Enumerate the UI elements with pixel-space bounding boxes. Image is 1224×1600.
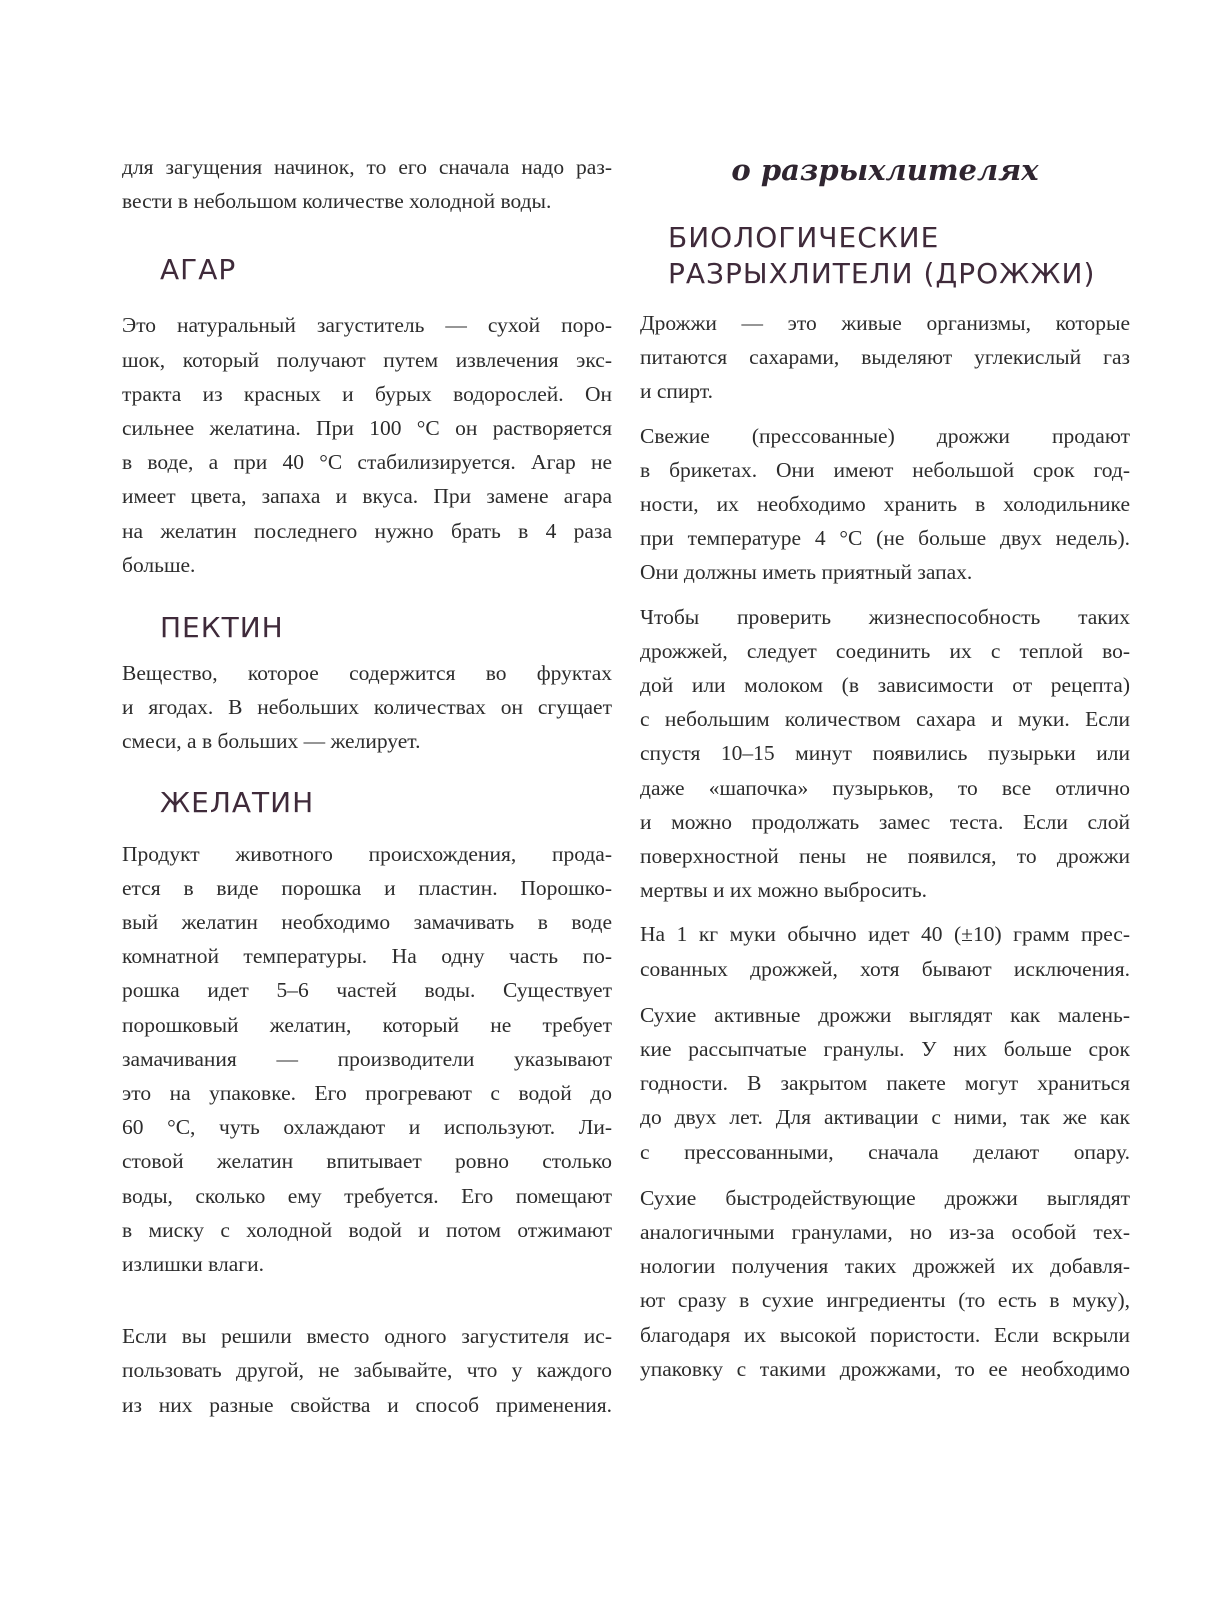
text-line: и ягодах. В небольших количествах он сгущает <box>122 695 612 720</box>
yeast-paragraph-5 <box>640 998 1130 1169</box>
left-column <box>122 150 612 1422</box>
text-line: с прессованными, сначала делают опару. <box>640 1139 1130 1164</box>
yeast-paragraph-6 <box>640 1181 1130 1386</box>
right-column <box>640 150 1130 1386</box>
text-line: имеет цвета, запаха и вкуса. При замене агара <box>122 484 612 509</box>
text-line: комнатной температуры. На одну часть по- <box>122 944 612 969</box>
text-line: даже «шапочка» пузырьков, то все отлично <box>640 775 1130 800</box>
text-line: вый желатин необходимо замачивать в воде <box>122 910 612 935</box>
text-line: вести в небольшом количестве холодной воды. <box>122 189 552 214</box>
text-line: нологии получения таких дрожжей их добавля- <box>640 1254 1130 1279</box>
text-line: шок, который получают путем извлечения экс- <box>122 347 612 372</box>
heading-agar: АГАР <box>160 253 237 287</box>
heading-gelatin: ЖЕЛАТИН <box>160 785 315 819</box>
text-line: благодаря их высокой пористости. Если вскрыли <box>640 1322 1130 1347</box>
text-line: порошковый желатин, который не требует <box>122 1012 612 1037</box>
text-line: тракта из красных и бурых водорослей. Он <box>122 381 612 406</box>
text-line: и спирт. <box>640 379 714 404</box>
yeast-paragraph-1 <box>640 306 1130 409</box>
text-line: Это натуральный загуститель — сухой поро- <box>122 313 612 338</box>
text-line: смеси, а в больших — желирует. <box>122 729 421 754</box>
section-title: о разрыхлителях <box>731 153 1039 187</box>
text-line: кие рассыпчатые гранулы. У них больше срок <box>640 1037 1130 1062</box>
heading-pectin: ПЕКТИН <box>160 611 284 645</box>
text-line: спустя 10–15 минут появились пузырьки или <box>640 741 1130 766</box>
yeast-paragraph-3 <box>640 600 1130 908</box>
text-line: в брикетах. Они имеют небольшой срок год- <box>640 457 1130 482</box>
text-line: воды, сколько ему требуется. Его помещают <box>122 1183 612 1208</box>
text-line: дрожжей, следует соединить их с теплой во- <box>640 638 1130 663</box>
text-line: Дрожжи — это живые организмы, которые <box>640 311 1130 335</box>
agar-paragraph <box>122 308 612 582</box>
text-line: для загущения начинок, то его сначала надо раз- <box>122 155 612 179</box>
yeast-paragraph-2 <box>640 419 1130 590</box>
text-line: Чтобы проверить жизнеспособность таких <box>640 604 1130 629</box>
text-line: поверхностной пены не появился, то дрожжи <box>640 844 1130 869</box>
text-line: сованных дрожжей, хотя бывают исключения. <box>640 956 1130 981</box>
text-line: в воде, а при 40 °С стабилизируется. Агар не <box>122 450 612 475</box>
text-line: это на упаковке. Его прогревают с водой до <box>122 1081 612 1106</box>
text-line: с небольшим количеством сахара и муки. Если <box>640 707 1130 732</box>
yeast-paragraph-4 <box>640 917 1130 985</box>
text-line: при температуре 4 °С (не больше двух недель). <box>640 526 1130 551</box>
text-line: Свежие (прессованные) дрожжи продают <box>640 423 1130 448</box>
text-line: рошка идет 5–6 частей воды. Существует <box>122 978 612 1003</box>
text-line: в миску с холодной водой и потом отжимают <box>122 1217 612 1242</box>
text-line: и можно продолжать замес теста. Если слой <box>640 809 1130 834</box>
text-line: пользовать другой, не забывайте, что у каждого <box>122 1358 612 1383</box>
gelatin-paragraph <box>122 837 612 1282</box>
text-line: мертвы и их можно выбросить. <box>640 878 927 903</box>
text-line: до двух лет. Для активации с ними, так же как <box>640 1105 1130 1130</box>
text-line: ности, их необходимо хранить в холодильнике <box>640 492 1130 517</box>
text-line: Сухие быстродействующие дрожжи выглядят <box>640 1185 1130 1210</box>
text-line: Они должны иметь приятный запах. <box>640 560 973 585</box>
text-line: стовой желатин впитывает ровно столько <box>122 1149 612 1174</box>
pectin-paragraph <box>122 656 612 759</box>
text-line: Продукт животного происхождения, прода- <box>122 841 612 866</box>
text-line: Сухие активные дрожжи выглядят как малень- <box>640 1002 1130 1027</box>
text-line: излишки влаги. <box>122 1252 264 1277</box>
text-line: больше. <box>122 552 196 577</box>
text-line: 60 °С, чуть охлаждают и используют. Ли- <box>122 1115 612 1140</box>
text-line: питаются сахарами, выделяют углекислый газ <box>640 345 1130 370</box>
text-line: сильнее желатина. При 100 °С он растворяется <box>122 416 612 441</box>
text-line: дой или молоком (в зависимости от рецепта) <box>640 673 1130 698</box>
text-line: упаковку с такими дрожжами, то ее необходимо <box>640 1356 1130 1381</box>
text-line: Если вы решили вместо одного загустителя ис- <box>122 1324 612 1349</box>
heading-yeast: БИОЛОГИЧЕСКИЕ РАЗРЫХЛИТЕЛИ (ДРОЖЖИ) <box>668 221 1096 290</box>
text-line: замачивания — производители указывают <box>122 1046 612 1071</box>
text-line: ют сразу в сухие ингредиенты (то есть в муку), <box>640 1288 1130 1313</box>
text-line: на желатин последнего нужно брать в 4 раза <box>122 518 612 543</box>
text-line: годности. В закрытом пакете могут храниться <box>640 1071 1130 1096</box>
note-paragraph <box>122 1319 612 1422</box>
text-line: Вещество, которое содержится во фруктах <box>122 661 612 686</box>
intro-paragraph <box>122 150 612 218</box>
text-line: из них разные свойства и способ применения. <box>122 1392 612 1417</box>
text-line: аналогичными гранулами, но из-за особой тех- <box>640 1220 1130 1245</box>
text-line: На 1 кг муки обычно идет 40 (±10) грамм прес- <box>640 922 1130 947</box>
text-line: ется в виде порошка и пластин. Порошко- <box>122 875 612 900</box>
